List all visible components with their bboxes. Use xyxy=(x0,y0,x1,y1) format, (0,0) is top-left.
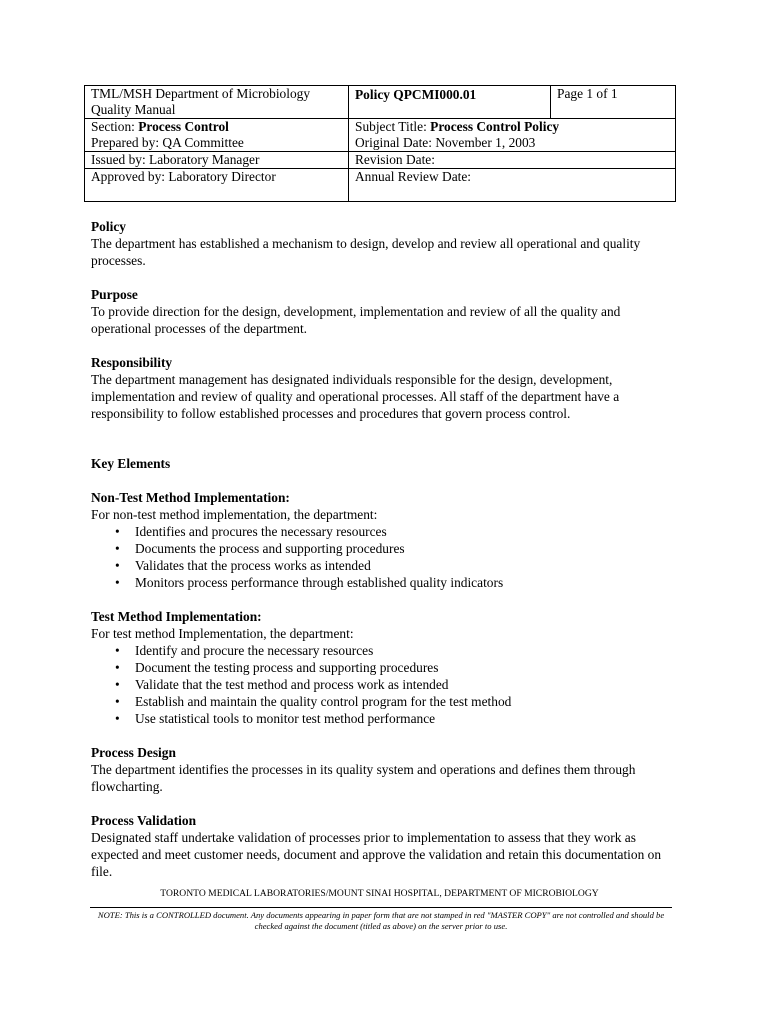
header-section: Section: Process Control xyxy=(85,119,349,136)
section-responsibility-body: The department management has designated individuals responsible for the design, development, implementation and review of quality and operational processes. All staff of the department have a responsibility to follow established processes and procedures that govern process control. xyxy=(91,372,620,421)
section-non-test-method xyxy=(91,489,681,591)
test-bullet-list xyxy=(91,642,681,727)
section-policy-body: The department has established a mechanism to design, develop and review all operational and quality processes. xyxy=(91,236,641,268)
header-subject: Subject Title: Process Control Policy xyxy=(349,119,676,136)
list-item: • Documents the process and supporting procedures xyxy=(135,540,681,557)
footer-organization: TORONTO MEDICAL LABORATORIES/MOUNT SINAI HOSPITAL, DEPARTMENT OF MICROBIOLOGY xyxy=(160,888,599,899)
section-non-test-intro: For non-test method implementation, the department: xyxy=(91,507,378,522)
list-item: • Monitors process performance through established quality indicators xyxy=(135,574,681,591)
section-purpose xyxy=(91,286,681,337)
header-issued-by: Issued by: Laboratory Manager xyxy=(85,152,349,169)
header-policy-number: Policy QPCMI000.01 xyxy=(349,86,551,119)
section-purpose-body: To provide direction for the design, development, implementation and review of all the quality and operational processes of the department. xyxy=(91,304,621,336)
section-test-intro: For test method Implementation, the department: xyxy=(91,626,354,641)
section-process-validation xyxy=(91,812,681,880)
header-page-number: Page 1 of 1 xyxy=(551,86,676,119)
section-policy-title: Policy xyxy=(91,219,126,234)
list-item: • Identify and procure the necessary resources xyxy=(135,642,681,659)
list-item: • Document the testing process and supporting procedures xyxy=(135,659,681,676)
document-header-table xyxy=(84,85,676,202)
section-responsibility-title: Responsibility xyxy=(91,355,173,370)
list-item: • Validates that the process works as intended xyxy=(135,557,681,574)
section-process-design xyxy=(91,744,681,795)
document-body xyxy=(91,218,681,897)
header-approved-by: Approved by: Laboratory Director xyxy=(85,169,349,202)
non-test-bullet-list xyxy=(91,523,681,591)
header-revision-date: Revision Date: xyxy=(349,152,676,169)
section-purpose-title: Purpose xyxy=(91,287,138,302)
list-item: • Validate that the test method and process work as intended xyxy=(135,676,681,693)
list-item: • Identifies and procures the necessary resources xyxy=(135,523,681,540)
header-original-date: Original Date: November 1, 2003 xyxy=(349,135,676,152)
list-item: • Establish and maintain the quality control program for the test method xyxy=(135,693,681,710)
footer-controlled-note: NOTE: This is a CONTROLLED document. Any documents appearing in paper form that are not stamped in red "MASTER COPY" are not controlled and should be checked against the document (titled as above) on the server prior to use. xyxy=(97,910,665,931)
section-design-title: Process Design xyxy=(91,745,176,760)
header-org: TML/MSH Department of Microbiology Quality Manual xyxy=(85,86,349,119)
section-policy xyxy=(91,218,681,269)
header-annual-review: Annual Review Date: xyxy=(349,169,676,202)
section-validation-title: Process Validation xyxy=(91,813,197,828)
section-key-elements xyxy=(91,455,681,472)
section-validation-body: Designated staff undertake validation of processes prior to implementation to assess that they work as expected and meet customer needs, document and approve the validation and retain this documentation on file. xyxy=(91,830,662,879)
section-test-title: Test Method Implementation: xyxy=(91,609,262,624)
list-item: • Use statistical tools to monitor test method performance xyxy=(135,710,681,727)
section-test-method xyxy=(91,608,681,727)
header-prepared-by: Prepared by: QA Committee xyxy=(85,135,349,152)
footer-divider xyxy=(90,907,672,908)
section-responsibility xyxy=(91,354,681,422)
section-key-elements-title: Key Elements xyxy=(91,456,171,471)
section-design-body: The department identifies the processes in its quality system and operations and defines them through flowcharting. xyxy=(91,762,636,794)
section-non-test-title: Non-Test Method Implementation: xyxy=(91,490,290,505)
